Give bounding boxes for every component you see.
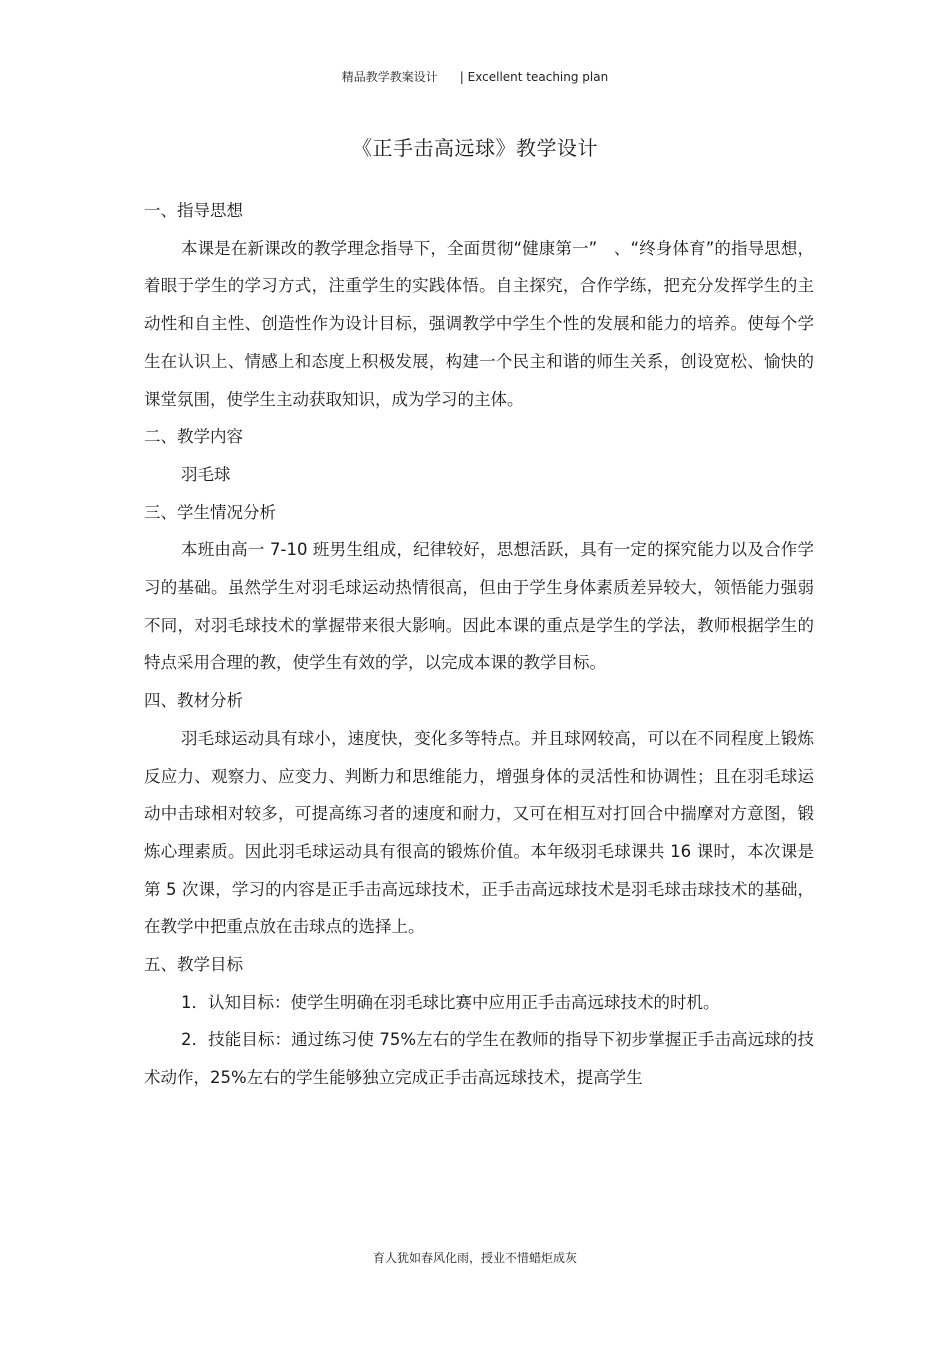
paragraph-material-analysis: 羽毛球运动具有球小，速度快，变化多等特点。并且球网较高，可以在不同程度上锻炼反应力、观察力、应变力、判断力和思维能力，增强身体的灵活性和协调性；且在羽毛球运动中击球相对较多，可提高练习者的速度和耐力，又可在相互对打回合中揣摩对方意图，锻炼心理素质。因此羽毛球运动具有很高的锻炼价值。本年级羽毛球课共 16 课时，本次课是第 5 次课，学习的内容是正手击高远球技术，正手击高远球技术是羽毛球击球技术的基础，在教学中把重点放在击球点的选择上。 [144, 728, 814, 937]
document-title: 《正手击高远球》教学设计 [352, 136, 598, 160]
header-left-text: 精品教学教案设计 [341, 70, 438, 84]
page-header [0, 68, 950, 85]
paragraph-guiding-thought: 本课是在新课改的教学理念指导下，全面贯彻“健康第一” 、“终身体育”的指导思想，着眼于学生的学习方式，注重学生的实践体悟。自主探究，合作学练，把充分发挥学生的主动性和自主性、创造性作为设计目标，强调教学中学生个性的发展和能力的培养。使每个学生在认识上、情感上和态度上积极发展，构建一个民主和谐的师生关系，创设宽松、愉快的课堂氛围，使学生主动获取知识，成为学习的主体。 [144, 238, 814, 409]
section-heading-teaching-content: 二、教学内容 [144, 427, 243, 447]
section-heading-material-analysis: 四、教材分析 [144, 691, 243, 711]
document-body [144, 192, 814, 1097]
section-heading-teaching-goals: 五、教学目标 [144, 955, 243, 975]
page-footer: 育人犹如春风化雨，授业不惜蜡炬成灰 [372, 1251, 577, 1265]
paragraph-student-analysis: 本班由高一 7-10 班男生组成，纪律较好，思想活跃，具有一定的探究能力以及合作学习的基础。虽然学生对羽毛球运动热情很高，但由于学生身体素质差异较大，领悟能力强弱不同，对羽毛球技术的掌握带来很大影响。因此本课的重点是学生的学法，教师根据学生的特点采用合理的教，使学生有效的学，以完成本课的教学目标。 [144, 540, 814, 673]
goal-cognitive: 1．认知目标：使学生明确在羽毛球比赛中应用正手击高远球技术的时机。 [181, 992, 720, 1012]
section-heading-student-analysis: 三、学生情况分析 [144, 502, 276, 522]
paragraph-teaching-content: 羽毛球 [181, 464, 231, 484]
section-heading-guiding-thought: 一、指导思想 [144, 201, 243, 220]
goal-skill: 2．技能目标：通过练习使 75%左右的学生在教师的指导下初步掌握正手击高远球的技术动作，25%左右的学生能够独立完成正手击高远球技术，提高学生 [144, 1030, 814, 1088]
header-right-text: | Excellent teaching plan [459, 70, 609, 84]
